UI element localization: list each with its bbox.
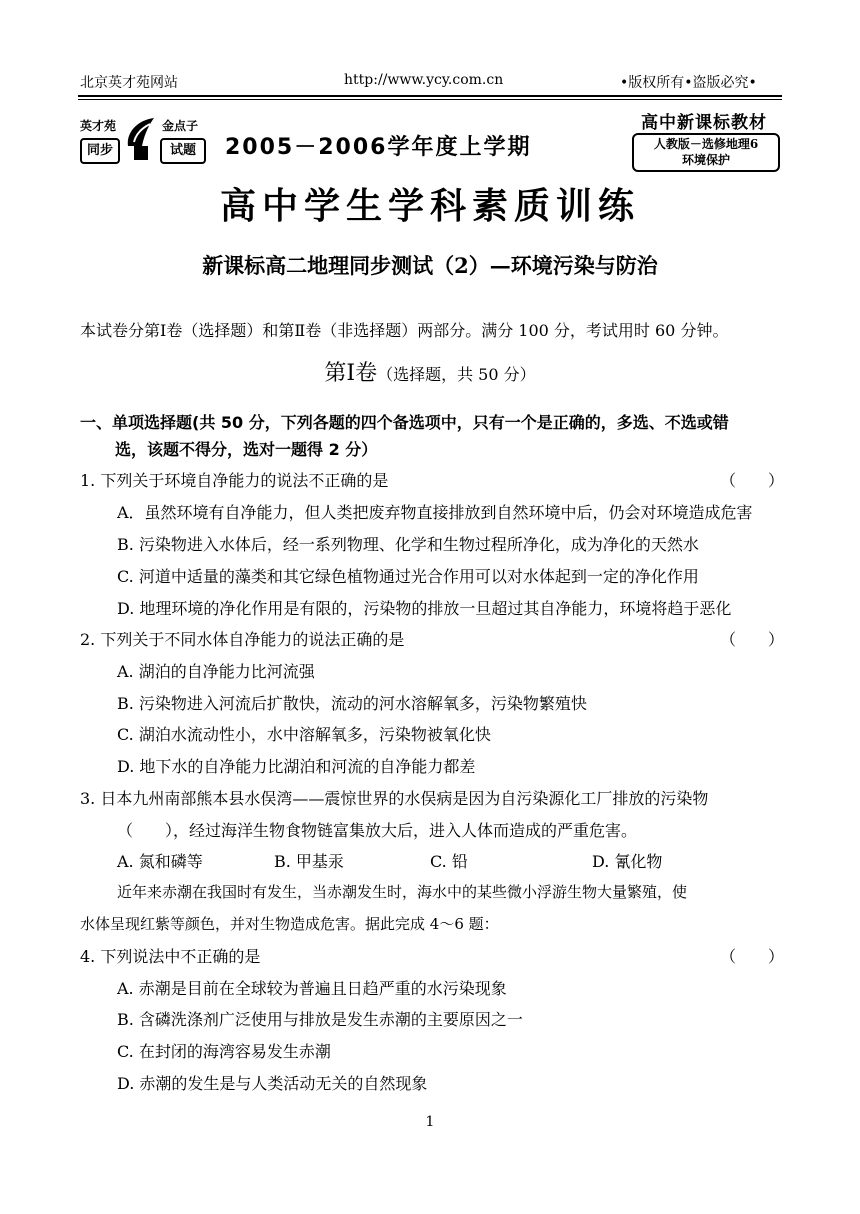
part1-heading-line1: 一、单项选择题(共 50 分，下列各题的四个备选项中，只有一个是正确的，多选、不选或错 <box>80 413 729 432</box>
badge-title: 高中新课标教材 <box>641 113 767 133</box>
header-divider <box>78 95 782 97</box>
q2-stem: 2. 下列关于不同水体自净能力的说法正确的是 <box>80 630 405 649</box>
q1-stem: 1. 下列关于环境自净能力的说法不正确的是 <box>80 471 389 490</box>
q3-stem-line1: 3. 日本九州南部熊本县水俣湾——震惊世界的水俣病是因为自污染源化工厂排放的污染物 <box>80 789 709 808</box>
logo-text-left: 英才苑 <box>80 119 117 133</box>
q2-answer-paren: （ ） <box>720 630 785 649</box>
q4-answer-paren: （ ） <box>720 947 785 966</box>
q3-stem-line2: （ ），经过海洋生物食物链富集放大后，进入人体而造成的严重危害。 <box>117 821 638 840</box>
sub-title: 新课标高二地理同步测试（2）—环境污染与防治 <box>202 253 658 278</box>
logo-box-left: 同步 <box>80 138 120 164</box>
intro-text: 本试卷分第Ⅰ卷（选择题）和第Ⅱ卷（非选择题）两部分。满分 100 分，考试用时 60 分钟。 <box>80 321 729 340</box>
q1-option-c: C. 河道中适量的藻类和其它绿色植物通过光合作用可以对水体起到一定的净化作用 <box>117 567 699 586</box>
q3-option-a: A. 氮和磷等 <box>117 852 203 871</box>
main-title: 高中学生学科素质训练 <box>219 186 640 227</box>
header-copyright: •版权所有•盗版必究• <box>620 75 757 91</box>
q3-option-d: D. 氰化物 <box>592 852 663 871</box>
q2-option-b: B. 污染物进入河流后扩散快，流动的河水溶解氧多，污染物繁殖快 <box>117 694 587 713</box>
header-url[interactable]: http://www.ycy.com.cn <box>344 72 504 88</box>
q4-stem: 4. 下列说法中不正确的是 <box>80 947 261 966</box>
q4-option-b: B. 含磷洗涤剂广泛使用与排放是发生赤潮的主要原因之一 <box>117 1010 523 1029</box>
q4-option-a: A. 赤潮是目前在全球较为普遍且日趋严重的水污染现象 <box>117 979 507 998</box>
year-title: 2005－2006学年度上学期 <box>225 135 532 160</box>
badge-line2: 环境保护 <box>681 153 730 167</box>
passage-line2: 水体呈现红紫等颜色，并对生物造成危害。据此完成 4～6 题： <box>80 915 499 933</box>
page-number: 1 <box>425 1114 435 1130</box>
q3-option-b: B. 甲基汞 <box>274 852 344 871</box>
badge-line1: 人教版－选修地理6 <box>653 137 759 151</box>
q4-option-c: C. 在封闭的海湾容易发生赤潮 <box>117 1042 331 1061</box>
q2-option-a: A. 湖泊的自净能力比河流强 <box>117 662 315 681</box>
section-note: （选择题，共 50 分） <box>377 365 536 384</box>
q2-option-d: D. 地下水的自净能力比湖泊和河流的自净能力都差 <box>117 757 476 776</box>
q1-option-a: A．虽然环境有自净能力，但人类把废弃物直接排放到自然环境中后，仍会对环境造成危害 <box>117 503 753 522</box>
header-divider-thin <box>78 99 782 100</box>
q2-option-c: C. 湖泊水流动性小，水中溶解氧多，污染物被氧化快 <box>117 725 491 744</box>
logo-box-right: 试题 <box>160 138 206 164</box>
badge-box <box>632 133 780 172</box>
q1-answer-paren: （ ） <box>720 471 785 490</box>
logo-text-right: 金点子 <box>162 119 199 133</box>
section-main: 第Ⅰ卷 <box>324 361 378 386</box>
section-heading <box>0 356 860 387</box>
q4-option-d: D. 赤潮的发生是与人类活动无关的自然现象 <box>117 1074 428 1093</box>
part1-heading-line2: 选，该题不得分，选对一题得 2 分） <box>115 440 378 459</box>
logo <box>78 114 206 168</box>
q1-option-b: B. 污染物进入水体后，经一系列物理、化学和生物过程所净化，成为净化的天然水 <box>117 535 699 554</box>
torch-icon <box>120 116 160 164</box>
header-site-name: 北京英才苑网站 <box>80 75 178 91</box>
q1-option-d: D. 地理环境的净化作用是有限的，污染物的排放一旦超过其自净能力，环境将趋于恶化 <box>117 599 732 618</box>
q3-option-c: C. 铅 <box>430 852 468 871</box>
passage-line1: 近年来赤潮在我国时有发生，当赤潮发生时，海水中的某些微小浮游生物大量繁殖，使 <box>117 883 688 901</box>
